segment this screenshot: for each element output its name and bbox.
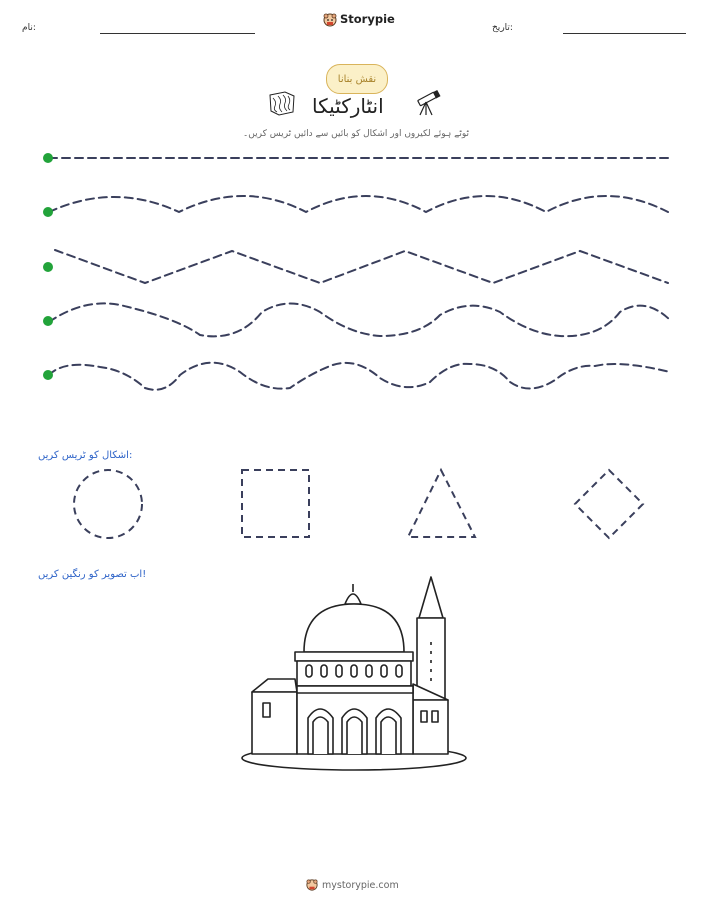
shapes-section-label: اشکال کو ٹریس کریں: [38,450,133,461]
page-title: انٹارکٹیکا [312,94,384,118]
trace-circle [74,470,142,538]
mosque-outline [242,577,466,770]
trace-start-dot-3 [43,262,53,272]
trace-square [242,470,309,537]
trace-start-dot-1 [43,153,53,163]
name-label: نام: [22,23,36,33]
trace-line-bumps [49,363,670,390]
trace-line-wave-2 [49,303,670,336]
date-label: تاریخ: [492,23,513,33]
instructions: ٹوٹے ہوئے لکیروں اور اشکال کو بائیں سے دائیں ٹریس کریں۔ [242,129,470,139]
trace-start-dot-2 [43,207,53,217]
trace-line-wave [49,196,668,212]
trace-start-dot-4 [43,316,53,326]
footer [306,879,399,891]
storypie-footer-logo-icon [306,879,318,891]
brand-name: Storypie [340,12,395,26]
color-section-label: اب تصویر کو رنگین کریں! [38,569,147,580]
trace-line-zigzag [55,250,668,283]
trace-triangle [408,470,475,537]
trace-start-dot-5 [43,370,53,380]
activity-badge: نقش بنانا [326,64,388,94]
trace-diamond [575,470,643,538]
footer-site[interactable]: mystorypie.com [322,879,399,891]
